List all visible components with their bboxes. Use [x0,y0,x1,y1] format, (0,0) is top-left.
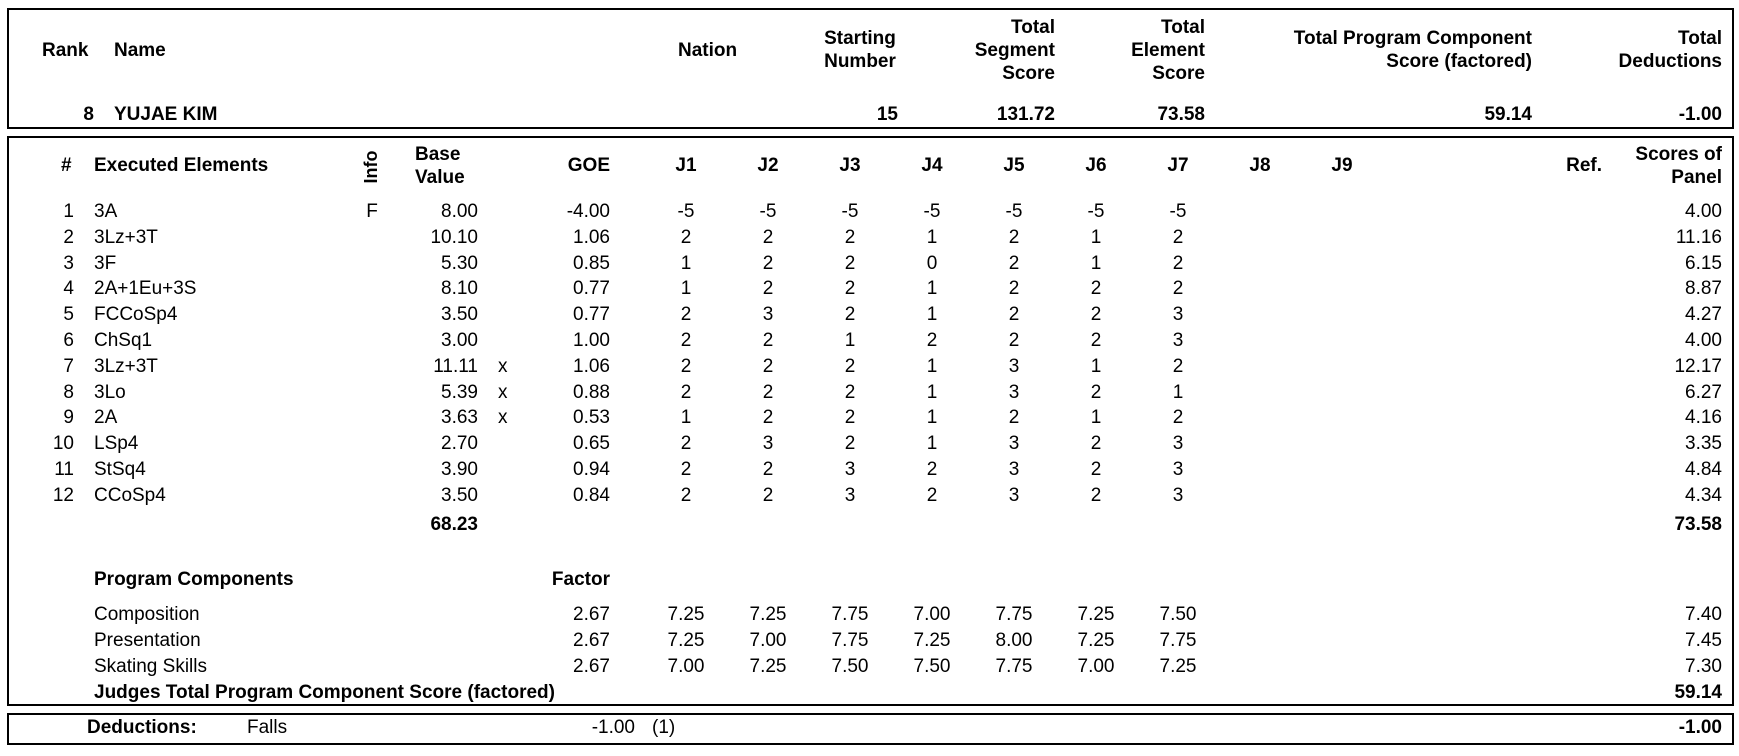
panel-total: 73.58 [1674,514,1722,535]
skater-pcs: 59.14 [1484,104,1532,125]
element-judge-score: 1 [1090,356,1102,377]
element-base-value: 3.90 [441,459,478,480]
element-judge-score: 2 [844,407,856,428]
component-judge-score: 7.00 [1077,656,1115,677]
element-judge-score: -5 [923,201,941,222]
component-name: Composition [94,604,200,625]
element-judge-score: 2 [680,356,692,377]
element-judge-score: 1 [926,304,938,325]
element-goe: 0.53 [573,407,610,428]
element-judge-score: -5 [677,201,695,222]
component-judge-score: 7.50 [831,656,869,677]
element-base-value: 3.50 [441,485,478,506]
element-judge-score: 2 [1090,278,1102,299]
element-base-value: 8.10 [441,278,478,299]
element-judge-score: 2 [680,433,692,454]
base-value-header: Base Value [415,144,465,188]
element-judge-score: 2 [1008,407,1020,428]
element-panel-score: 12.17 [1674,356,1722,377]
element-judge-score: 2 [1008,278,1020,299]
component-judge-score: 7.50 [913,656,951,677]
judge-header-9: J9 [1331,155,1353,176]
judge-header-3: J3 [839,155,861,176]
element-judge-score: 2 [1172,278,1184,299]
element-num: 5 [63,304,74,325]
num-header: # [61,155,72,176]
element-base-value: 3.50 [441,304,478,325]
element-judge-score: 3 [1008,356,1020,377]
element-num: 6 [63,330,74,351]
component-panel-score: 7.40 [1685,604,1722,625]
element-bonus-mark: x [498,407,508,428]
element-judge-score: 2 [926,459,938,480]
element-judge-score: 2 [1090,330,1102,351]
element-base-value: 11.11 [433,356,478,377]
component-factor: 2.67 [573,604,610,625]
element-judge-score: 2 [680,330,692,351]
element-goe: 1.00 [573,330,610,351]
element-judge-score: 2 [762,253,774,274]
element-judge-score: 3 [1008,433,1020,454]
component-factor: 2.67 [573,656,610,677]
judge-header-7: J7 [1167,155,1189,176]
component-judge-score: 7.00 [667,656,705,677]
element-num: 4 [63,278,74,299]
skater-tss: 131.72 [996,104,1055,125]
element-judge-score: 0 [926,253,938,274]
element-panel-score: 11.16 [1675,227,1722,248]
element-judge-score: 2 [762,330,774,351]
element-num: 11 [54,459,74,480]
element-judge-score: 1 [926,356,938,377]
element-judge-score: 1 [680,253,692,274]
component-judge-score: 7.75 [995,604,1033,625]
deductions-header: Total Deductions [1618,28,1722,72]
element-judge-score: 2 [1172,407,1184,428]
component-judge-score: 7.25 [1159,656,1197,677]
element-judge-score: 2 [1008,253,1020,274]
element-judge-score: 2 [844,356,856,377]
component-factor: 2.67 [573,630,610,651]
element-judge-score: 2 [1090,485,1102,506]
element-panel-score: 4.34 [1685,485,1722,506]
element-judge-score: 2 [1090,382,1102,403]
component-judge-score: 8.00 [995,630,1033,651]
element-judge-score: 2 [680,459,692,480]
element-judge-score: 2 [926,485,938,506]
element-judge-score: 2 [844,278,856,299]
element-goe: -4.00 [566,201,610,222]
element-judge-score: 2 [844,433,856,454]
element-judge-score: 1 [680,407,692,428]
element-judge-score: 3 [1172,433,1184,454]
element-judge-score: 2 [762,382,774,403]
skater-starting-number: 15 [876,104,898,125]
base-value-total: 68.23 [430,514,478,535]
factor-header: Factor [551,569,610,590]
element-code: 2A+1Eu+3S [94,278,197,299]
element-judge-score: 1 [680,278,692,299]
component-judge-score: 7.75 [831,630,869,651]
element-judge-score: 2 [1172,356,1184,377]
component-judge-score: 7.25 [749,656,787,677]
element-judge-score: 2 [680,304,692,325]
element-judge-score: 2 [762,459,774,480]
element-num: 8 [63,382,74,403]
element-code: 3Lz+3T [94,356,158,377]
judge-header-8: J8 [1249,155,1271,176]
element-code: ChSq1 [94,330,153,351]
element-judge-score: 1 [844,330,856,351]
element-bonus-mark: x [498,382,508,403]
skater-rank: 8 [83,104,94,125]
element-judge-score: -5 [1005,201,1023,222]
element-num: 9 [63,407,74,428]
element-judge-score: 2 [762,227,774,248]
element-judge-score: 1 [1172,382,1184,403]
element-judge-score: 3 [844,485,856,506]
element-goe: 1.06 [573,356,610,377]
element-judge-score: 2 [1090,459,1102,480]
element-goe: 0.88 [573,382,610,403]
element-num: 2 [63,227,74,248]
panel-header: Scores of Panel [1635,144,1722,188]
element-num: 10 [52,433,74,454]
element-panel-score: 6.27 [1685,382,1722,403]
component-judge-score: 7.25 [1077,630,1115,651]
component-panel-score: 7.30 [1685,656,1722,677]
deduction-value: -1.00 [591,717,635,738]
element-judge-score: 2 [1090,304,1102,325]
element-code: 3F [94,253,117,274]
element-base-value: 8.00 [441,201,478,222]
element-goe: 0.65 [573,433,610,454]
element-num: 3 [63,253,74,274]
component-judge-score: 7.75 [995,656,1033,677]
element-code: 3Lz+3T [94,227,158,248]
element-info: F [366,201,378,222]
element-judge-score: 3 [762,433,774,454]
element-judge-score: -5 [841,201,859,222]
tss-header: Total Segment Score [974,17,1055,84]
element-judge-score: 1 [926,278,938,299]
pcs-header: Total Program Component Score (factored) [1293,28,1532,72]
component-judge-score: 7.25 [667,630,705,651]
skater-deductions: -1.00 [1678,104,1722,125]
element-code: LSp4 [94,433,139,454]
element-judge-score: 3 [1172,459,1184,480]
element-judge-score: 1 [1090,253,1102,274]
skater-tes: 73.58 [1157,104,1205,125]
element-goe: 1.06 [573,227,610,248]
pcs-total-label: Judges Total Program Component Score (factored) [94,682,555,703]
element-code: FCCoSp4 [94,304,178,325]
element-judge-score: 2 [844,304,856,325]
deductions-label: Deductions: [87,717,197,738]
name-header: Name [114,40,166,61]
deductions-total: -1.00 [1678,717,1722,738]
element-judge-score: 2 [1090,433,1102,454]
component-judge-score: 7.75 [831,604,869,625]
element-code: 2A [94,407,118,428]
element-code: CCoSp4 [94,485,166,506]
element-panel-score: 4.00 [1685,201,1722,222]
element-judge-score: 3 [762,304,774,325]
element-judge-score: -5 [1169,201,1187,222]
element-num: 7 [63,356,74,377]
element-panel-score: 4.84 [1685,459,1722,480]
judge-header-2: J2 [757,155,779,176]
element-judge-score: 2 [680,485,692,506]
element-code: 3Lo [94,382,126,403]
element-judge-score: 2 [1008,227,1020,248]
element-panel-score: 8.87 [1685,278,1722,299]
component-judge-score: 7.00 [749,630,787,651]
element-judge-score: 3 [1008,459,1020,480]
element-code: 3A [94,201,118,222]
element-judge-score: 2 [680,382,692,403]
element-judge-score: 3 [1172,485,1184,506]
judge-header-5: J5 [1003,155,1025,176]
executed-elements-header: Executed Elements [94,155,269,176]
element-judge-score: 3 [1172,330,1184,351]
goe-header: GOE [567,155,610,176]
element-judge-score: -5 [1087,201,1105,222]
component-judge-score: 7.25 [749,604,787,625]
element-judge-score: 2 [762,356,774,377]
element-judge-score: 2 [1008,330,1020,351]
element-judge-score: 1 [926,433,938,454]
component-panel-score: 7.45 [1685,630,1722,651]
element-judge-score: 2 [844,253,856,274]
deduction-count: (1) [652,717,676,738]
element-judge-score: 3 [844,459,856,480]
component-judge-score: 7.50 [1159,604,1197,625]
element-judge-score: 2 [1172,227,1184,248]
element-base-value: 3.63 [441,407,478,428]
element-goe: 0.84 [573,485,610,506]
element-panel-score: 6.15 [1685,253,1722,274]
element-judge-score: -5 [759,201,777,222]
element-judge-score: 2 [762,278,774,299]
element-num: 12 [52,485,74,506]
element-judge-score: 2 [926,330,938,351]
component-judge-score: 7.25 [667,604,705,625]
element-goe: 0.77 [573,304,610,325]
component-judge-score: 7.00 [913,604,951,625]
element-judge-score: 1 [1090,407,1102,428]
element-base-value: 2.70 [441,433,478,454]
element-judge-score: 2 [762,407,774,428]
element-num: 1 [63,201,74,222]
element-panel-score: 4.00 [1685,330,1722,351]
component-judge-score: 7.75 [1159,630,1197,651]
element-code: StSq4 [94,459,146,480]
element-goe: 0.94 [573,459,610,480]
element-goe: 0.85 [573,253,610,274]
component-judge-score: 7.25 [1077,604,1115,625]
element-base-value: 5.30 [441,253,478,274]
element-base-value: 5.39 [441,382,478,403]
starting-number-header: Starting Number [824,28,896,72]
element-judge-score: 2 [762,485,774,506]
element-bonus-mark: x [498,356,508,377]
element-judge-score: 3 [1008,485,1020,506]
element-judge-score: 2 [1172,253,1184,274]
program-components-title: Program Components [94,569,294,590]
element-judge-score: 3 [1008,382,1020,403]
judge-header-4: J4 [921,155,943,176]
element-judge-score: 1 [926,407,938,428]
element-judge-score: 2 [680,227,692,248]
element-judge-score: 1 [1090,227,1102,248]
tes-header: Total Element Score [1131,17,1205,84]
component-judge-score: 7.25 [913,630,951,651]
element-panel-score: 4.16 [1685,407,1722,428]
component-name: Skating Skills [94,656,207,677]
element-judge-score: 2 [1008,304,1020,325]
element-base-value: 3.00 [441,330,478,351]
element-panel-score: 4.27 [1685,304,1722,325]
element-judge-score: 1 [926,227,938,248]
component-name: Presentation [94,630,201,651]
element-panel-score: 3.35 [1685,433,1722,454]
judge-header-6: J6 [1085,155,1107,176]
pcs-total: 59.14 [1674,682,1722,703]
element-judge-score: 2 [844,227,856,248]
element-goe: 0.77 [573,278,610,299]
judge-header-1: J1 [675,155,697,176]
nation-header: Nation [678,40,738,61]
rank-header: Rank [42,40,89,61]
deduction-type: Falls [247,717,288,738]
info-header: Info [361,150,381,184]
element-judge-score: 3 [1172,304,1184,325]
element-judge-score: 2 [844,382,856,403]
ref-header: Ref. [1566,155,1602,176]
element-judge-score: 1 [926,382,938,403]
element-base-value: 10.10 [430,227,478,248]
skater-name: YUJAE KIM [114,104,218,125]
